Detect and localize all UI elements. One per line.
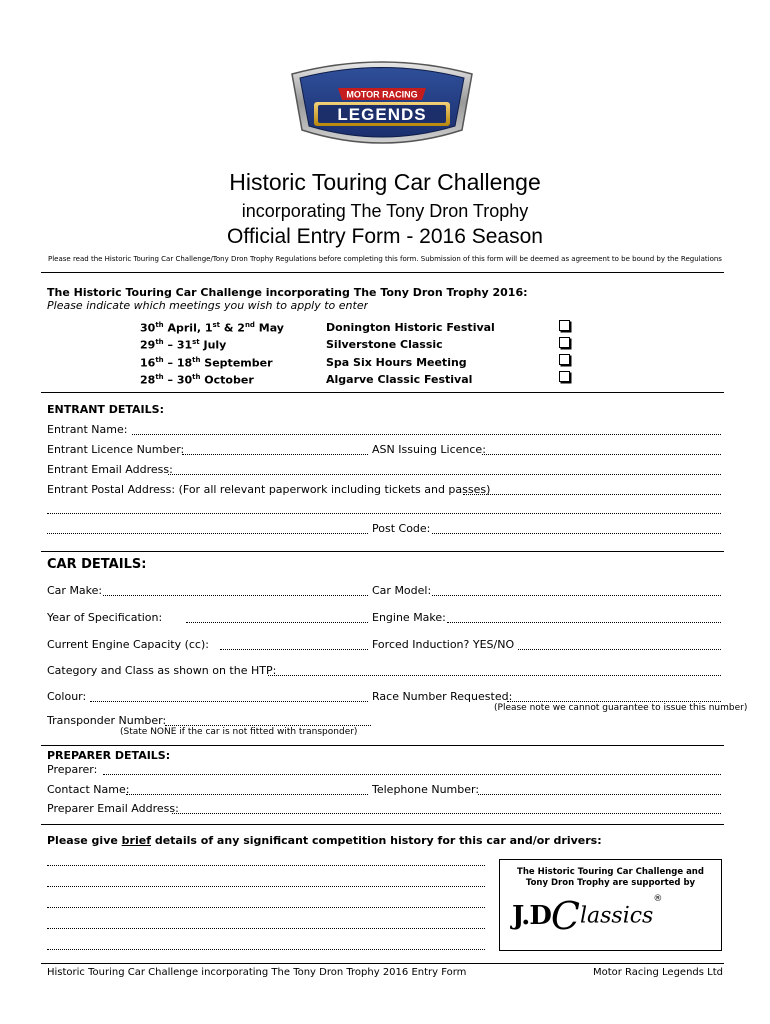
meeting-checkbox-silverstone[interactable] — [559, 337, 570, 348]
entrant-postal-field-line3[interactable] — [47, 533, 368, 534]
registered-mark: ® — [653, 894, 663, 904]
preparer-email-label: Preparer Email Address: — [47, 802, 179, 815]
sponsor-text: The Historic Touring Car Challenge and Tony Dron Trophy are supported by — [517, 867, 704, 888]
divider — [41, 272, 724, 273]
page-title: Historic Touring Car Challenge — [229, 169, 541, 195]
history-prompt: Please give brief details of any significant competition history for this car and/or drivers: — [47, 834, 602, 847]
regulations-notice: Please read the Historic Touring Car Challenge/Tony Dron Trophy Regulations before completing this form. Submission of this form will be deemed as agreement to be bound by the Regulations — [48, 255, 722, 263]
race-number-note: (Please note we cannot guarantee to issue this number) — [494, 703, 748, 713]
divider — [41, 551, 724, 552]
transponder-label: Transponder Number: — [47, 714, 167, 727]
engine-make-label: Engine Make: — [372, 611, 446, 624]
footer-right: Motor Racing Legends Ltd — [592, 967, 723, 978]
logo-top-text: MOTOR RACING — [346, 89, 418, 100]
meeting-date: 28th – 30th October — [140, 373, 254, 387]
meeting-checkbox-donington[interactable] — [559, 320, 570, 331]
history-line[interactable] — [47, 949, 485, 950]
classics-initial: C — [550, 894, 580, 938]
history-line[interactable] — [47, 907, 485, 908]
meetings-instruction: Please indicate which meetings you wish to apply to enter — [47, 299, 369, 312]
meeting-date: 29th – 31st July — [140, 338, 227, 352]
meeting-event: Algarve Classic Festival — [326, 373, 473, 386]
car-make-label: Car Make: — [47, 584, 103, 597]
entrant-postal-field[interactable] — [463, 494, 721, 495]
colour-field[interactable] — [90, 701, 368, 702]
meeting-event: Donington Historic Festival — [326, 321, 495, 334]
race-number-field[interactable] — [507, 701, 721, 702]
entrant-email-label: Entrant Email Address: — [47, 463, 173, 476]
logo-badge — [286, 52, 478, 152]
forced-induction-label: Forced Induction? YES/NO — [372, 638, 515, 651]
motor-racing-legends-logo — [286, 52, 478, 152]
meeting-checkbox-algarve[interactable] — [559, 371, 570, 382]
jd-classics-logo — [512, 894, 712, 942]
footer-left: Historic Touring Car Challenge incorporating The Tony Dron Trophy 2016 Entry Form — [47, 967, 467, 978]
entrant-heading: ENTRANT DETAILS: — [47, 403, 164, 416]
preparer-heading: PREPARER DETAILS: — [47, 749, 171, 762]
postcode-field[interactable] — [432, 533, 721, 534]
forced-induction-field[interactable] — [518, 649, 721, 650]
engine-capacity-label: Current Engine Capacity (cc): — [47, 638, 209, 651]
car-model-label: Car Model: — [372, 584, 432, 597]
divider — [41, 745, 724, 746]
category-label: Category and Class as shown on the HTP: — [47, 664, 277, 677]
page-subtitle: incorporating The Tony Dron Trophy — [241, 201, 529, 221]
car-make-field[interactable] — [103, 595, 368, 596]
jd-logo-mark: J.D — [512, 901, 551, 931]
sponsor-box — [499, 859, 722, 951]
preparer-email-field[interactable] — [172, 813, 721, 814]
transponder-field[interactable] — [165, 725, 371, 726]
transponder-note: (State NONE if the car is not fitted with transponder) — [120, 727, 358, 737]
telephone-field[interactable] — [478, 794, 721, 795]
form-title: Official Entry Form - 2016 Season — [227, 225, 543, 248]
year-field[interactable] — [186, 622, 368, 623]
race-number-label: Race Number Requested: — [372, 690, 513, 703]
history-line[interactable] — [47, 865, 485, 866]
divider — [41, 392, 724, 393]
engine-make-field[interactable] — [447, 622, 721, 623]
meeting-event: Silverstone Classic — [326, 338, 443, 351]
telephone-label: Telephone Number: — [372, 783, 480, 796]
entrant-name-field[interactable] — [132, 434, 721, 435]
history-line[interactable] — [47, 928, 485, 929]
asn-licence-field[interactable] — [482, 454, 721, 455]
meeting-date: 30th April, 1st & 2nd May — [140, 321, 284, 335]
entrant-licence-label: Entrant Licence Number: — [47, 443, 185, 456]
entrant-licence-field[interactable] — [182, 454, 368, 455]
meeting-event: Spa Six Hours Meeting — [326, 356, 467, 369]
history-line[interactable] — [47, 886, 485, 887]
contact-name-label: Contact Name: — [47, 783, 130, 796]
meeting-date: 16th – 18th September — [140, 356, 273, 370]
car-model-field[interactable] — [432, 595, 721, 596]
year-label: Year of Specification: — [47, 611, 163, 624]
logo-main-text: LEGENDS — [337, 105, 427, 124]
entrant-postal-label: Entrant Postal Address: (For all relevant paperwork including tickets and passes) — [47, 483, 491, 496]
colour-label: Colour: — [47, 690, 87, 703]
classics-wordmark: lassics — [579, 903, 654, 929]
engine-capacity-field[interactable] — [220, 649, 368, 650]
preparer-field[interactable] — [103, 774, 721, 775]
contact-name-field[interactable] — [126, 794, 368, 795]
category-field[interactable] — [268, 675, 721, 676]
entrant-name-label: Entrant Name: — [47, 423, 128, 436]
preparer-label: Preparer: — [47, 763, 98, 776]
divider — [41, 824, 724, 825]
postcode-label: Post Code: — [372, 522, 431, 535]
entrant-email-field[interactable] — [168, 474, 721, 475]
footer-divider — [41, 963, 724, 964]
asn-licence-label: ASN Issuing Licence: — [372, 443, 486, 456]
car-heading: CAR DETAILS: — [47, 557, 147, 572]
meetings-heading: The Historic Touring Car Challenge incorporating The Tony Dron Trophy 2016: — [47, 286, 528, 299]
entrant-postal-field-line2[interactable] — [47, 513, 721, 514]
meeting-checkbox-spa[interactable] — [559, 354, 570, 365]
